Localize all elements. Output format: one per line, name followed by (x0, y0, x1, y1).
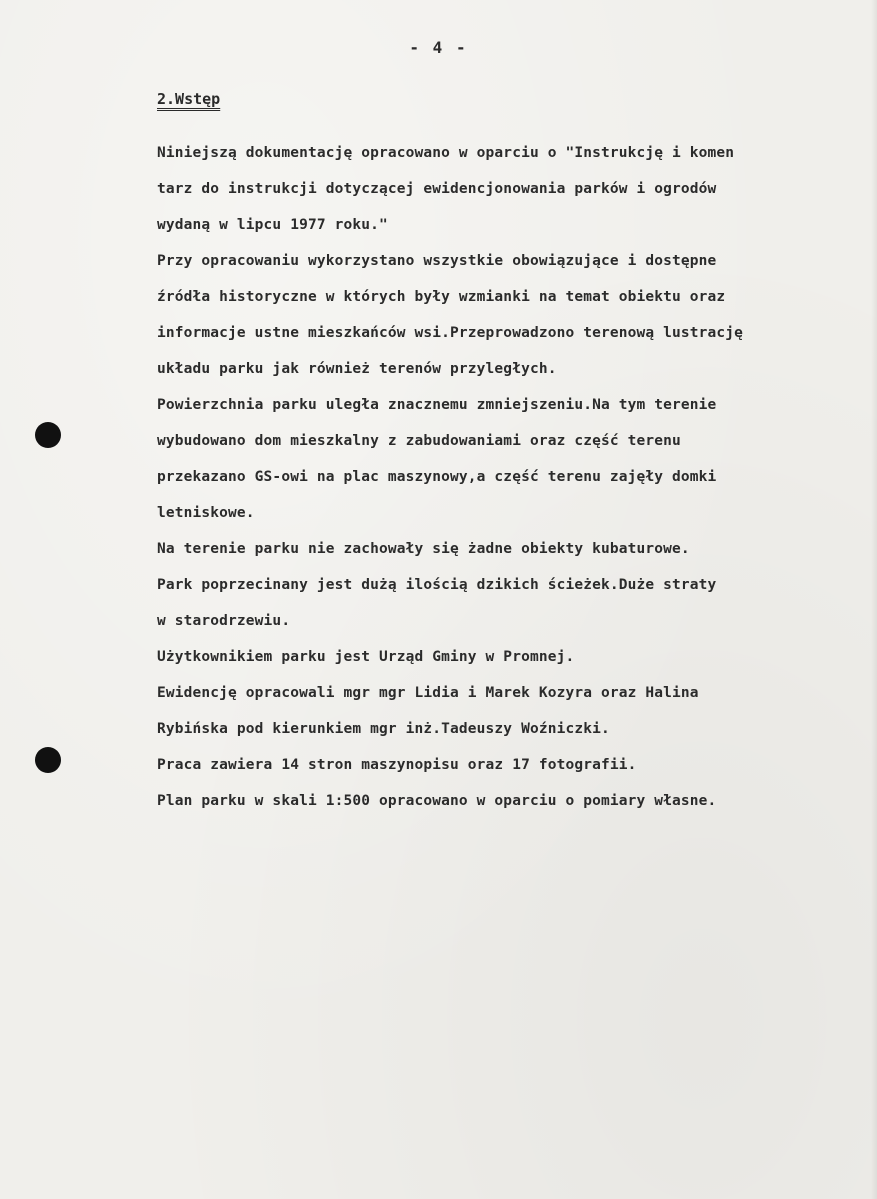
text-line: wybudowano dom mieszkalny z zabudowaniami oraz część terenu (157, 433, 681, 449)
text-line: Niniejszą dokumentację opracowano w oparciu o "Instrukcję i komen (157, 145, 735, 161)
text-line: wydaną w lipcu 1977 roku." (157, 217, 388, 233)
text-line: Ewidencję opracowali mgr mgr Lidia i Marek Kozyra oraz Halina (157, 685, 699, 701)
text-line: źródła historyczne w których były wzmianki na temat obiektu oraz (157, 289, 726, 305)
text-line: letniskowe. (157, 505, 255, 521)
text-line: Praca zawiera 14 stron maszynopisu oraz 17 fotografii. (157, 757, 637, 773)
page-edge-shadow (871, 0, 877, 1199)
section-heading: 2.Wstęp (157, 90, 221, 108)
text-line: Na terenie parku nie zachowały się żadne obiekty kubaturowe. (157, 541, 690, 557)
body-text (157, 135, 847, 819)
text-line: tarz do instrukcji dotyczącej ewidencjonowania parków i ogrodów (157, 181, 717, 197)
text-line: Park poprzecinany jest dużą ilością dzikich ścieżek.Duże straty (157, 577, 717, 593)
text-line: przekazano GS-owi na plac maszynowy,a część terenu zajęły domki (157, 469, 717, 485)
text-line: układu parku jak również terenów przyległych. (157, 361, 557, 377)
text-line: Przy opracowaniu wykorzystano wszystkie obowiązujące i dostępne (157, 253, 717, 269)
punch-hole-icon (35, 747, 61, 773)
text-line: Plan parku w skali 1:500 opracowano w oparciu o pomiary własne. (157, 793, 717, 809)
punch-hole-icon (35, 422, 61, 448)
text-line: Użytkownikiem parku jest Urząd Gminy w Promnej. (157, 649, 575, 665)
text-line: Rybińska pod kierunkiem mgr inż.Tadeuszy Woźniczki. (157, 721, 610, 737)
text-line: w starodrzewiu. (157, 613, 291, 629)
text-line: Powierzchnia parku uległa znacznemu zmniejszeniu.Na tym terenie (157, 397, 717, 413)
page-number: - 4 - (409, 38, 468, 57)
text-line: informacje ustne mieszkańców wsi.Przeprowadzono terenową lustrację (157, 325, 744, 341)
